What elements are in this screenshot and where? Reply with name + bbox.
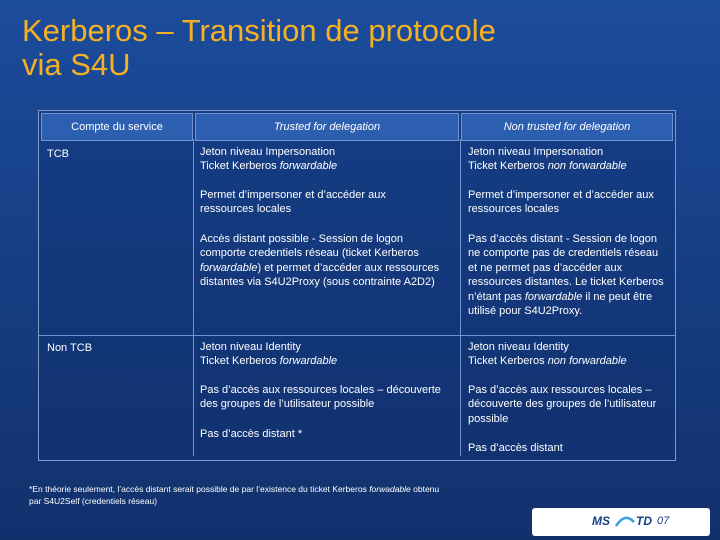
row-divider [39, 335, 675, 336]
tcb-non-trusted-token: Jeton niveau Impersonation Ticket Kerberos non forwardable [468, 146, 627, 173]
non-tcb-non-trusted-token: Jeton niveau Identity Ticket Kerberos non forwardable [468, 341, 627, 368]
footnote: *En théorie seulement, l’accès distant serait possible de par l’existence du ticket Kerberos forwadable obtenu par S4U2Self (credentiels réseau) [29, 484, 440, 506]
header-trusted: Trusted for delegation [195, 113, 459, 141]
delegation-table [38, 110, 676, 461]
tcb-trusted-local: Permet d’impersoner et d’accéder aux ressources locales [200, 189, 386, 216]
tcb-trusted-token: Jeton niveau Impersonation Ticket Kerberos forwardable [200, 146, 338, 173]
non-tcb-trusted-local: Pas d’accès aux ressources locales – découverte des groupes de l’utilisateur possible [200, 384, 441, 411]
column-divider [193, 139, 194, 456]
column-divider [460, 139, 461, 456]
non-tcb-trusted-token: Jeton niveau Identity Ticket Kerberos forwardable [200, 341, 338, 368]
non-tcb-non-trusted-remote: Pas d’accès distant [468, 442, 563, 454]
tcb-non-trusted-local: Permet d’impersoner et d’accéder aux ressources locales [468, 189, 654, 216]
non-tcb-non-trusted-local: Pas d’accès aux ressources locales – découverte des groupes de l’utilisateur possible [468, 384, 657, 425]
row-label-tcb: TCB [47, 148, 69, 160]
mstd07-logo [532, 508, 710, 536]
slide-title: Kerberos – Transition de protocole via S4U [22, 13, 496, 82]
logo-swoosh-icon [614, 512, 636, 530]
header-non-trusted: Non trusted for delegation [461, 113, 673, 141]
logo-td-text: TD [636, 514, 652, 528]
row-label-non-tcb: Non TCB [47, 342, 93, 354]
non-tcb-trusted-remote: Pas d’accès distant * [200, 428, 303, 440]
tcb-non-trusted-remote: Pas d’accès distant - Session de logon ne comporte pas de credentiels réseau et ne permet pas d’accéder aux ressources distantes. Le ticket Kerberos n’étant pas forwardable il ne peut être utilisé pour S4U2Proxy. [468, 233, 664, 318]
tcb-trusted-remote: Accès distant possible - Session de logon comporte credentiels réseau (ticket Kerberos forwardable) et permet d’accéder aux ressources distantes via S4U2Proxy (sous contrainte A2D2) [200, 233, 440, 289]
logo-ms-text: MS [592, 514, 610, 528]
logo-year-text: 07 [657, 515, 670, 527]
header-service-account: Compte du service [41, 113, 193, 141]
